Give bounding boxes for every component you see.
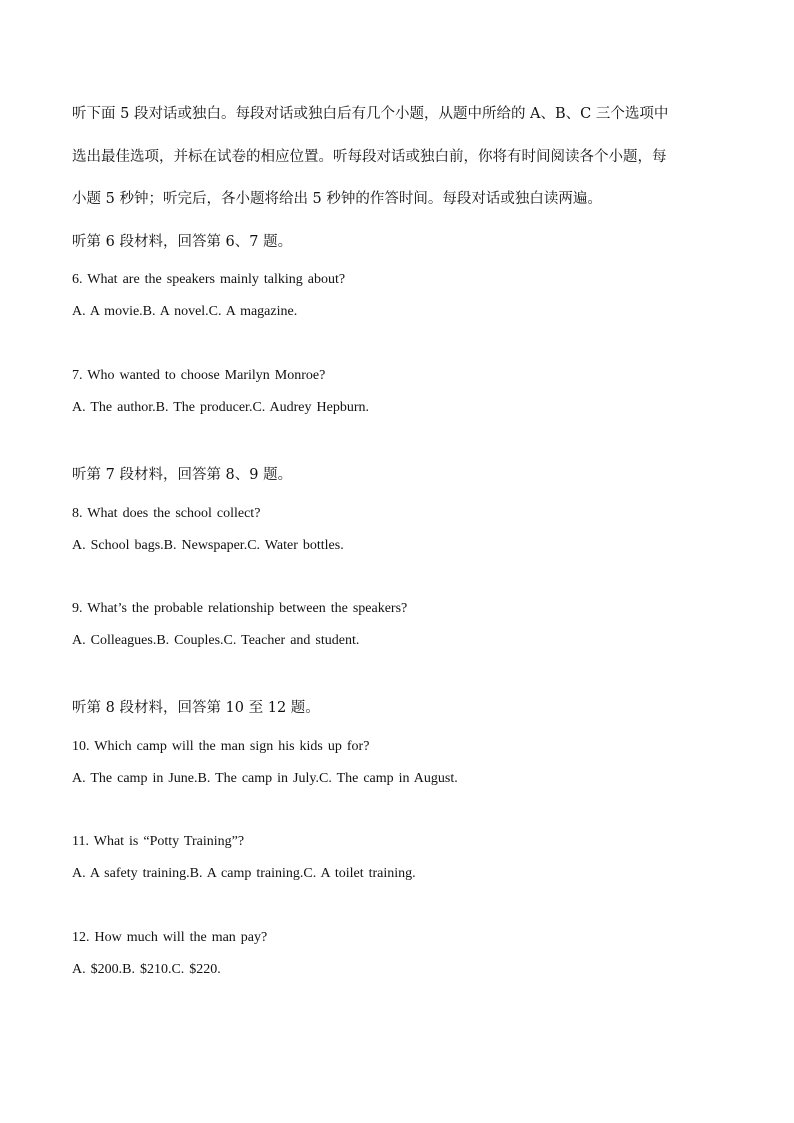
question-10-options: A. The camp in June.B. The camp in July.C. The camp in August. [72, 771, 458, 786]
question-7-options: A. The author.B. The producer.C. Audrey Hepburn. [72, 400, 369, 415]
section-heading-8: 听第 8 段材料，回答第 10 至 12 题。 [72, 700, 320, 716]
question-6-stem: 6. What are the speakers mainly talking about? [72, 272, 346, 287]
question-12-stem: 12. How much will the man pay? [72, 930, 268, 945]
question-12-options: A. $200.B. $210.C. $220. [72, 962, 221, 977]
instructions-line-3: 小题 5 秒钟；听完后，各小题将给出 5 秒钟的作答时间。每段对话或独白读两遍。 [72, 191, 602, 207]
question-9-options: A. Colleagues.B. Couples.C. Teacher and student. [72, 633, 360, 648]
question-11-stem: 11. What is “Potty Training”? [72, 834, 245, 849]
instructions-line-2: 选出最佳选项，并标在试卷的相应位置。听每段对话或独白前，你将有时间阅读各个小题，每 [72, 149, 667, 165]
question-7-stem: 7. Who wanted to choose Marilyn Monroe? [72, 368, 326, 383]
question-10-stem: 10. Which camp will the man sign his kids up for? [72, 739, 370, 754]
question-6-options: A. A movie.B. A novel.C. A magazine. [72, 304, 298, 319]
instructions-line-1: 听下面 5 段对话或独白。每段对话或独白后有几个小题，从题中所给的 A、B、C 三个选项中 [72, 106, 669, 122]
question-9-stem: 9. What’s the probable relationship between the speakers? [72, 601, 408, 616]
section-heading-7: 听第 7 段材料，回答第 8、9 题。 [72, 467, 293, 483]
question-8-options: A. School bags.B. Newspaper.C. Water bottles. [72, 538, 344, 553]
question-8-stem: 8. What does the school collect? [72, 506, 261, 521]
question-11-options: A. A safety training.B. A camp training.C. A toilet training. [72, 866, 416, 881]
section-heading-6: 听第 6 段材料，回答第 6、7 题。 [72, 234, 293, 250]
